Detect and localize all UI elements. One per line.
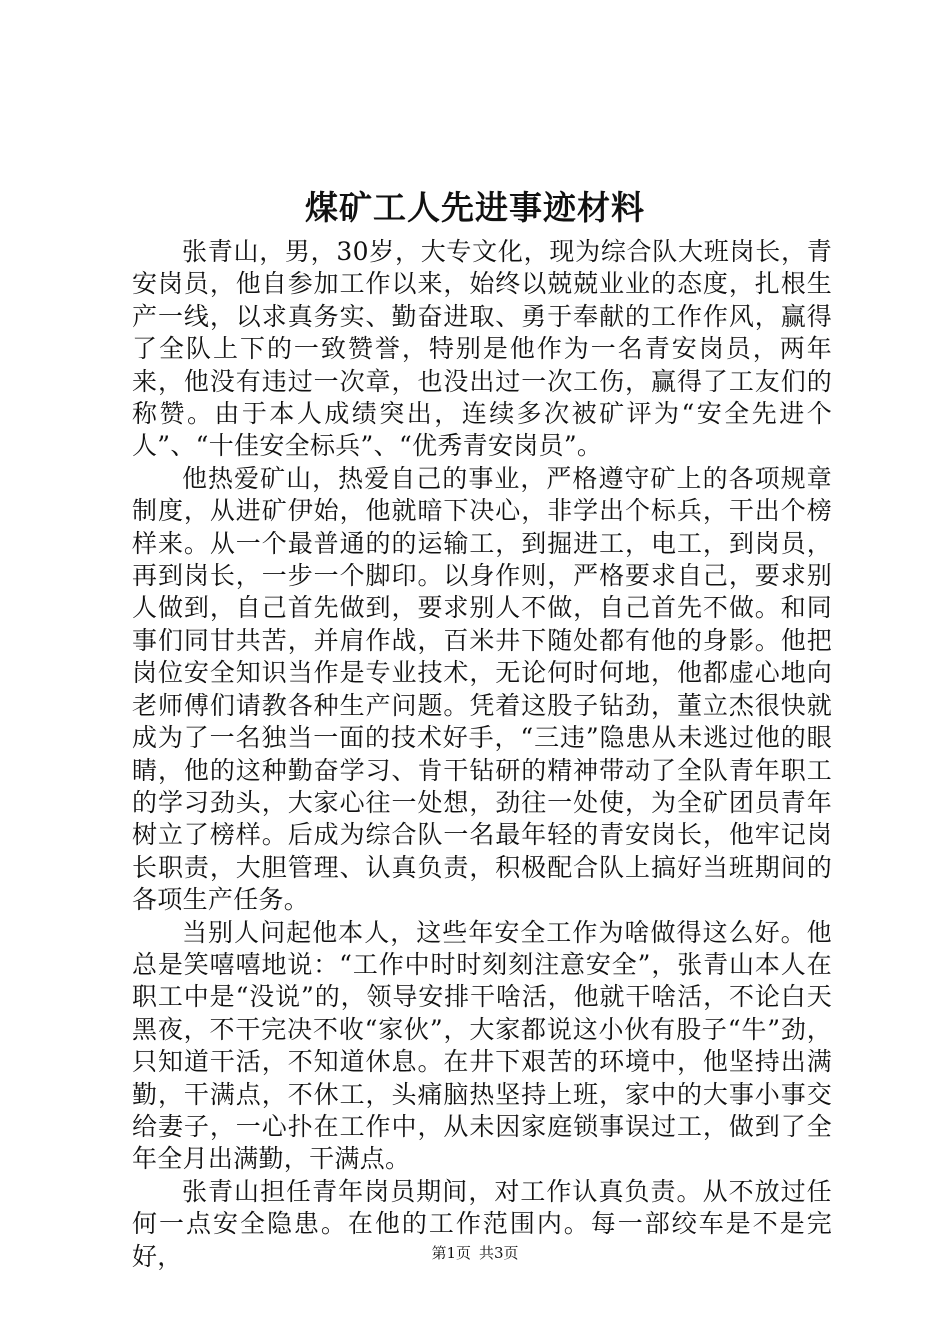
paragraph-2: 他热爱矿山，热爱自己的事业，严格遵守矿上的各项规章制度，从进矿伊始，他就暗下决心，非学出个标兵，干出个榜样来。从一个最普通的的运输工，到掘进工，电工，到岗员，再到岗长，一步一个脚印。以身作则，严格要求自己，要求别人做到，自己首先做到，要求别人不做，自己首先不做。和同事们同甘共苦，并肩作战，百米井下随处都有他的身影。他把岗位安全知识当作是专业技术，无论何时何地，他都虚心地向老师傅们请教各种生产问题。凭着这股子钻劲，董立杰很快就成为了一名独当一面的技术好手，“三违”隐患从未逃过他的眼睛，他的这种勤奋学习、肯干钻研的精神带动了全队青年职工的学习劲头，大家心往一处想，劲往一处使，为全矿团员青年树立了榜样。后成为综合队一名最年轻的青安岗长，他牢记岗长职责，大胆管理、认真负责，积极配合队上搞好当班期间的各项生产任务。: [132, 463, 832, 915]
document-body: [132, 236, 832, 1273]
document-title: 煤矿工人先进事迹材料: [305, 188, 645, 227]
page-footer: [0, 1242, 950, 1264]
paragraph-4: 张青山担任青年岗员期间，对工作认真负责。从不放过任何一点安全隐患。在他的工作范围内。每一部绞车是不是完好，: [132, 1176, 832, 1271]
page-number: 第1页: [431, 1244, 471, 1262]
page-total: 共3页: [479, 1244, 519, 1262]
paragraph-1: 张青山，男，30岁，大专文化，现为综合队大班岗长，青安岗员，他自参加工作以来，始终以兢兢业业的态度，扎根生产一线，以求真务实、勤奋进取、勇于奉献的工作作风，赢得了全队上下的一致赞誉，特别是他作为一名青安岗员，两年来，他没有违过一次章，也没出过一次工伤，赢得了工友们的称赞。由于本人成绩突出，连续多次被矿评为“安全先进个人”、“十佳安全标兵”、“优秀青安岗员”。: [132, 237, 832, 461]
paragraph-3: 当别人问起他本人，这些年安全工作为啥做得这么好。他总是笑嘻嘻地说：“工作中时时刻刻注意安全”，张青山本人在职工中是“没说”的，领导安排干啥活，他就干啥活，不论白天黑夜，不干完决不收“家伙”，大家都说这小伙有股子“牛”劲，只知道干活，不知道休息。在井下艰苦的环境中，他坚持出满勤，干满点，不休工，头痛脑热坚持上班，家中的大事小事交给妻子，一心扑在工作中，从未因家庭锁事误过工，做到了全年全月出满勤，干满点。: [132, 917, 832, 1174]
